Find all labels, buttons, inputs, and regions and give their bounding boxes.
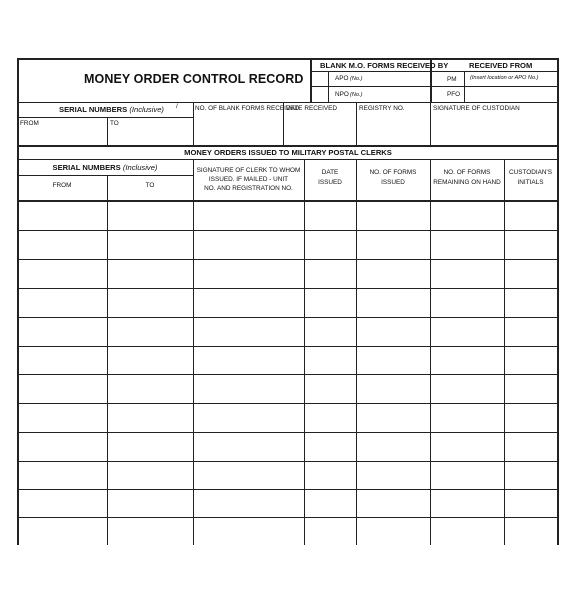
no-blank-forms-received-label: NO. OF BLANK FORMS RECEIVED: [195, 105, 300, 112]
no-forms-issued-line-1: NO. OF FORMS: [369, 169, 417, 176]
signature-clerk-line-1: SIGNATURE OF CLERK TO WHOM: [196, 167, 301, 174]
npo-hint: (No.): [350, 92, 363, 98]
no-forms-remaining-line-2: REMAINING ON HAND: [433, 179, 501, 186]
custodian-initials-line-2: INITIALS: [517, 179, 544, 186]
receipt-inclusive-text: (Inclusive): [129, 105, 164, 114]
pfo-label: PFO: [447, 91, 461, 98]
money-order-control-record-form: [17, 58, 559, 545]
table-row-line: [17, 461, 559, 462]
form-title: MONEY ORDER CONTROL RECORD: [84, 72, 304, 86]
date-issued-line-2: ISSUED: [318, 179, 342, 186]
issued-rows: [17, 58, 559, 545]
receipt-from-label: FROM: [20, 120, 39, 127]
table-row-line: [17, 489, 559, 490]
apo-label: APO: [335, 75, 349, 82]
signature-of-custodian-label: SIGNATURE OF CUSTODIAN: [433, 105, 520, 112]
pm-label: PM: [447, 76, 457, 83]
table-row-line: [17, 403, 559, 404]
received-from-heading: RECEIVED FROM: [469, 61, 533, 70]
table-row-line: [17, 517, 559, 518]
blank-forms-received-by-heading: BLANK M.O. FORMS RECEIVED BY: [320, 61, 449, 70]
issued-serial-numbers-text: SERIAL NUMBERS: [52, 163, 121, 172]
table-row-line: [17, 432, 559, 433]
table-row-line: [17, 288, 559, 289]
issued-inclusive-text: (Inclusive): [122, 163, 158, 172]
apo-hint: (No.): [350, 76, 363, 82]
table-row-line: [17, 374, 559, 375]
received-from-hint: (Insert location or APO No.): [470, 75, 539, 81]
no-forms-issued-line-2: ISSUED: [381, 179, 405, 186]
custodian-initials-line-1: CUSTODIAN'S: [508, 169, 552, 176]
signature-clerk-line-2: ISSUED. IF MAILED - UNIT: [208, 176, 289, 183]
date-issued-line-1: DATE: [321, 169, 339, 176]
table-row-line: [17, 346, 559, 347]
table-row-line: [17, 317, 559, 318]
table-row-line: [17, 230, 559, 231]
issued-from-label: FROM: [52, 182, 72, 189]
table-row-line: [17, 259, 559, 260]
receipt-serial-numbers-text: SERIAL NUMBERS: [59, 105, 128, 114]
issued-section-heading: MONEY ORDERS ISSUED TO MILITARY POSTAL CLERKS: [184, 148, 392, 157]
signature-clerk-line-3: NO. AND REGISTRATION NO.: [204, 185, 293, 192]
issued-to-label: TO: [145, 182, 155, 189]
registry-no-label: REGISTRY NO.: [359, 105, 405, 112]
date-received-label: DATE RECEIVED: [286, 105, 338, 112]
no-forms-remaining-line-1: NO. OF FORMS: [443, 169, 491, 176]
receipt-to-label: TO: [110, 120, 119, 127]
receipt-slash: /: [176, 103, 178, 110]
npo-label: NPO: [335, 91, 349, 98]
